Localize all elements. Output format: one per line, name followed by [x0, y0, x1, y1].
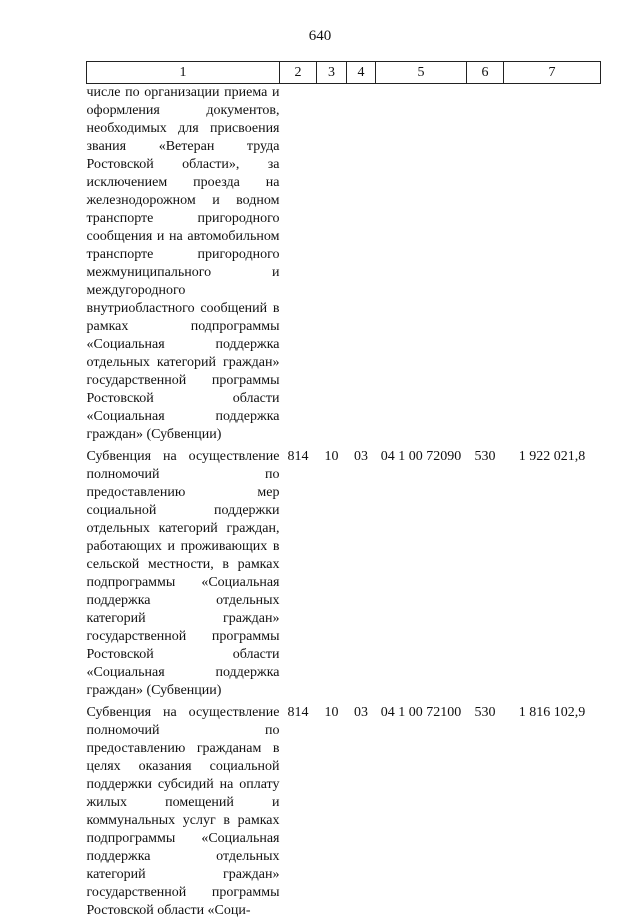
row-section-code: 10	[324, 705, 339, 720]
row-amount: 1 922 021,8	[518, 449, 586, 464]
row-ministry-code	[280, 84, 317, 445]
column-header-6: 6	[467, 62, 504, 84]
row-section-code: 10	[324, 449, 339, 464]
table-header-row	[87, 62, 601, 84]
row-subsection-code: 03	[354, 705, 368, 720]
row-target-code: 04 1 00 72100	[380, 705, 462, 720]
table-row	[87, 704, 601, 920]
page-number: 640	[308, 28, 332, 44]
row-subsection-code: 03	[354, 449, 368, 464]
budget-table	[86, 61, 601, 920]
row-section-code	[317, 84, 347, 445]
row-description: числе по организации приема и оформления документов, необходимых для присвоения звания «Ветеран труда Ростовской области», за исключением проезда на железнодорожном и водном транспорте пригородного сообщения и на автомобильном транспорте пригородного межмуниципального и междугородного внутриобластного сообщений в рамках подпрограммы «Социальная поддержка отдельных категорий граждан» государственной программы Ростовской области «Социальная поддержка граждан» (Субвенции)	[86, 85, 280, 442]
row-ministry-code: 814	[287, 449, 309, 464]
row-subsection-code	[347, 84, 376, 445]
table-row	[87, 448, 601, 700]
table-row	[87, 84, 601, 445]
column-header-7: 7	[504, 62, 601, 84]
row-description: Субвенция на осуществление полномочий по предоставлению мер социальной поддержки отдельных категорий граждан, работающих и проживающих в сельской местности, в рамках подпрограммы «Социальная поддержка отдельных категорий граждан» государственной программы Ростовской области «Социальная поддержка граждан» (Субвенции)	[86, 449, 280, 698]
row-expense-type: 530	[474, 705, 496, 720]
column-header-5: 5	[376, 62, 467, 84]
column-header-3: 3	[317, 62, 347, 84]
column-header-4: 4	[347, 62, 376, 84]
row-expense-type	[467, 84, 504, 445]
row-target-code: 04 1 00 72090	[380, 449, 462, 464]
column-header-1: 1	[87, 62, 280, 84]
row-ministry-code: 814	[287, 705, 309, 720]
row-amount	[504, 84, 601, 445]
row-target-code	[376, 84, 467, 445]
row-amount: 1 816 102,9	[518, 705, 586, 720]
column-header-2: 2	[280, 62, 317, 84]
row-description: Субвенция на осуществление полномочий по предоставлению гражданам в целях оказания социальной поддержки субсидий на оплату жилых помещений и коммунальных услуг в рамках подпрограммы «Социальная поддержка отдельных категорий граждан» государственной программы Ростовской области «Соци-	[86, 705, 280, 918]
row-expense-type: 530	[474, 449, 496, 464]
